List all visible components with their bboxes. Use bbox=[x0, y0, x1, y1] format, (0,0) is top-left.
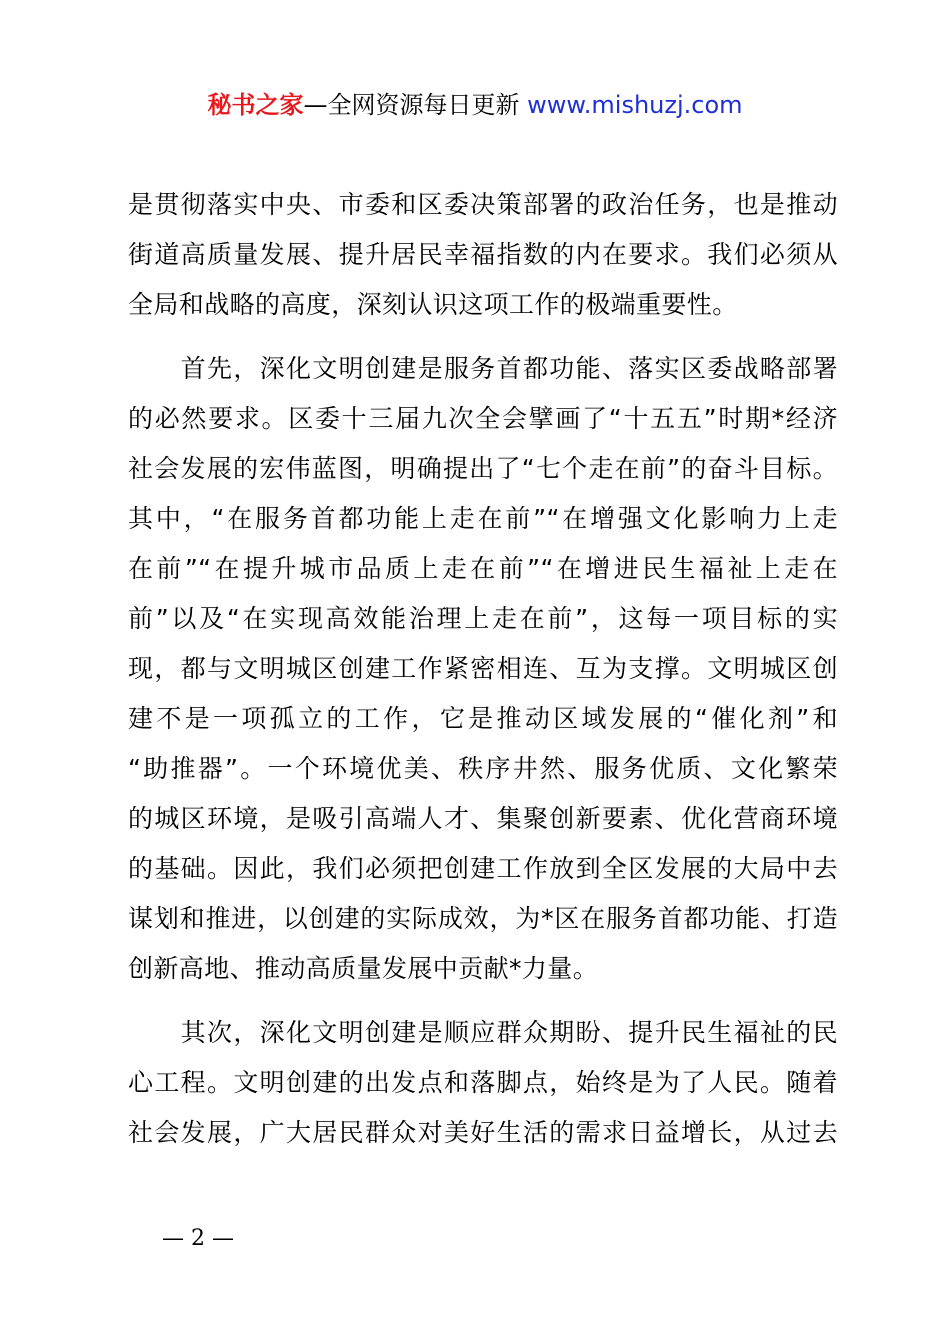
document-body bbox=[128, 180, 838, 1172]
text-line: 全局和战略的高度，深刻认识这项工作的极端重要性。 bbox=[128, 290, 738, 319]
page-number: — 2 — bbox=[162, 1226, 234, 1251]
site-url[interactable]: www.mishuzj.com bbox=[527, 91, 743, 119]
text-line: “助推器”。一个环境优美、秩序井然、服务优质、文化繁荣 bbox=[128, 754, 838, 783]
text-line: 创新高地、推动高质量发展中贡献*力量。 bbox=[128, 954, 599, 983]
text-line: 社会发展，广大居民群众对美好生活的需求日益增长，从过去 bbox=[128, 1118, 838, 1147]
text-line: 的城区环境，是吸引高端人才、集聚创新要素、优化营商环境 bbox=[128, 804, 838, 833]
text-line: 街道高质量发展、提升居民幸福指数的内在要求。我们必须从 bbox=[128, 240, 838, 269]
text-line: 谋划和推进，以创建的实际成效，为*区在服务首都功能、打造 bbox=[128, 904, 838, 933]
text-line: 的必然要求。区委十三届九次全会擘画了“十五五”时期*经济 bbox=[128, 404, 838, 433]
paragraph-3 bbox=[128, 1008, 838, 1158]
text-line: 建不是一项孤立的工作，它是推动区域发展的“催化剂”和 bbox=[128, 704, 838, 733]
text-line: 其次，深化文明创建是顺应群众期盼、提升民生福祉的民 bbox=[128, 1018, 838, 1047]
text-line: 其中，“在服务首都功能上走在前”“在增强文化影响力上走 bbox=[128, 504, 838, 533]
text-line: 的基础。因此，我们必须把创建工作放到全区发展的大局中去 bbox=[128, 854, 838, 883]
text-line: 前”以及“在实现高效能治理上走在前”，这每一项目标的实 bbox=[128, 604, 838, 633]
header-slogan: —全网资源每日更新 bbox=[303, 91, 528, 119]
text-line: 社会发展的宏伟蓝图，明确提出了“七个走在前”的奋斗目标。 bbox=[128, 454, 838, 483]
text-line: 在前”“在提升城市品质上走在前”“在增进民生福祉上走在 bbox=[128, 554, 838, 583]
brand-name: 秘书之家 bbox=[207, 91, 304, 119]
text-line: 心工程。文明创建的出发点和落脚点，始终是为了人民。随着 bbox=[128, 1068, 838, 1097]
site-header bbox=[0, 88, 950, 122]
paragraph-1 bbox=[128, 180, 838, 330]
text-line: 现，都与文明城区创建工作紧密相连、互为支撑。文明城区创 bbox=[128, 654, 838, 683]
text-line: 首先，深化文明创建是服务首都功能、落实区委战略部署 bbox=[128, 354, 838, 383]
paragraph-2 bbox=[128, 344, 838, 994]
text-line: 是贯彻落实中央、市委和区委决策部署的政治任务，也是推动 bbox=[128, 190, 838, 219]
